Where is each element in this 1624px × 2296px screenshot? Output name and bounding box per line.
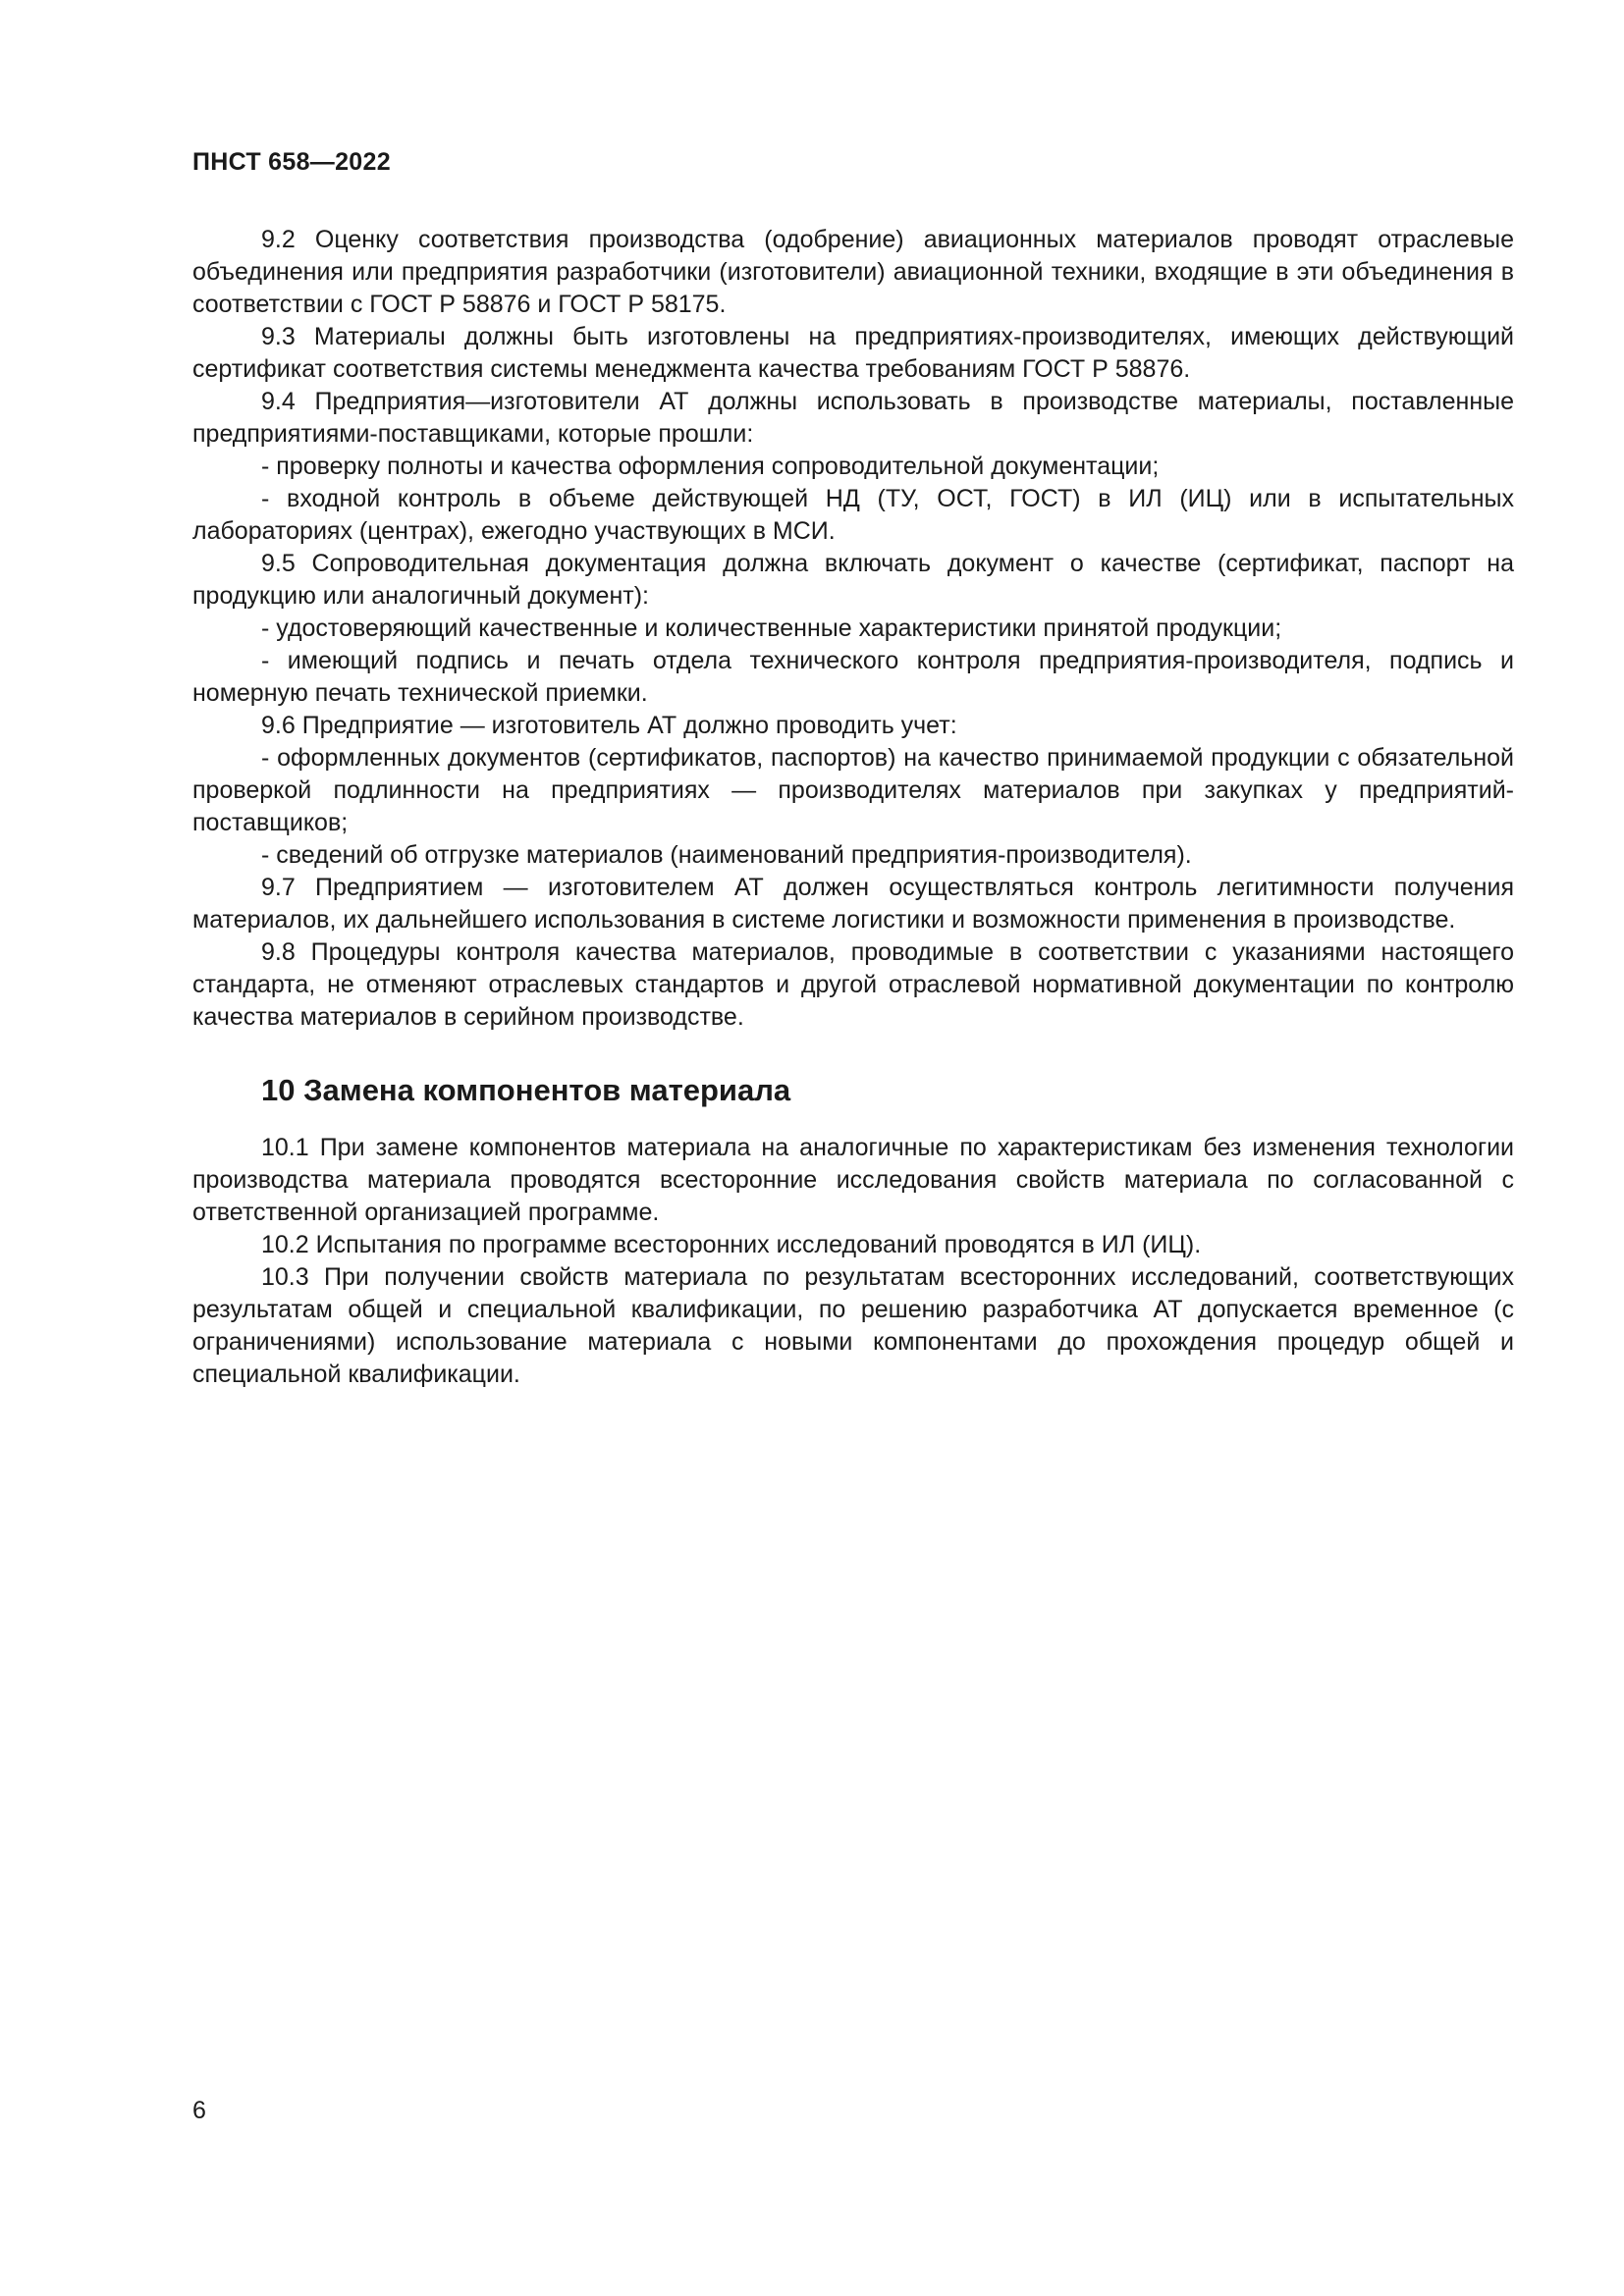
section-10-title: 10 Замена компонентов материала (261, 1073, 791, 1107)
document-body (192, 224, 1514, 1391)
clause-10-3: 10.3 При получении свойств материала по результатам всесторонних исследований, соответствующих результатам общей и специальной квалификации, по решению разработчика АТ допускается временное (с ограничениями) использование материала с новыми компонентами до прохождения процедур общей и специальной квалификации. (192, 1263, 1514, 1388)
clause-9-6-item: - сведений об отгрузке материалов (наименований предприятия-производителя). (261, 841, 1192, 869)
clause-9-7: 9.7 Предприятием — изготовителем АТ должен осуществляться контроль легитимности получения материалов, их дальнейшего использования в системе логистики и возможности применения в производстве. (192, 874, 1514, 934)
page-number: 6 (192, 2097, 206, 2124)
clause-9-3: 9.3 Материалы должны быть изготовлены на предприятиях-производителях, имеющих действующий сертификат соответствия системы менеджмента качества требованиям ГОСТ Р 58876. (192, 323, 1514, 383)
clause-9-2: 9.2 Оценку соответствия производства (одобрение) авиационных материалов проводят отраслевые объединения или предприятия разработчики (изготовители) авиационной техники, входящие в эти объединения в соответствии с ГОСТ Р 58876 и ГОСТ Р 58175. (192, 226, 1514, 318)
clause-9-4-item: - проверку полноты и качества оформления сопроводительной документации; (261, 453, 1160, 480)
clause-9-6: 9.6 Предприятие — изготовитель АТ должно проводить учет: (261, 712, 957, 739)
clause-9-8: 9.8 Процедуры контроля качества материалов, проводимые в соответствии с указаниями настоящего стандарта, не отменяют отраслевых стандартов и другой отраслевой нормативной документации по контролю качества материалов в серийном производстве. (192, 938, 1514, 1031)
clause-9-6-item: - оформленных документов (сертификатов, паспортов) на качество принимаемой продукции с обязательной проверкой подлинности на предприятиях — производителях материалов при закупках у предприятий-поставщиков; (192, 744, 1514, 836)
clause-9-4-item: - входной контроль в объеме действующей НД (ТУ, ОСТ, ГОСТ) в ИЛ (ИЦ) или в испытательных лабораториях (центрах), ежегодно участвующих в МСИ. (192, 485, 1514, 545)
clause-10-2: 10.2 Испытания по программе всесторонних исследований проводятся в ИЛ (ИЦ). (261, 1231, 1202, 1258)
document-code: ПНСТ 658—2022 (192, 148, 391, 176)
clause-9-5-item: - удостоверяющий качественные и количественные характеристики принятой продукции; (261, 614, 1282, 642)
clause-9-4: 9.4 Предприятия—изготовители АТ должны использовать в производстве материалы, поставленные предприятиями-поставщиками, которые прошли: (192, 388, 1514, 448)
clause-9-5-item: - имеющий подпись и печать отдела технического контроля предприятия-производителя, подпись и номерную печать технической приемки. (192, 647, 1514, 707)
clause-10-1: 10.1 При замене компонентов материала на аналогичные по характеристикам без изменения технологии производства материала проводятся всесторонние исследования свойств материала по согласованной с ответственной организацией программе. (192, 1134, 1514, 1226)
clause-9-5: 9.5 Сопроводительная документация должна включать документ о качестве (сертификат, паспорт на продукцию или аналогичный документ): (192, 550, 1514, 610)
